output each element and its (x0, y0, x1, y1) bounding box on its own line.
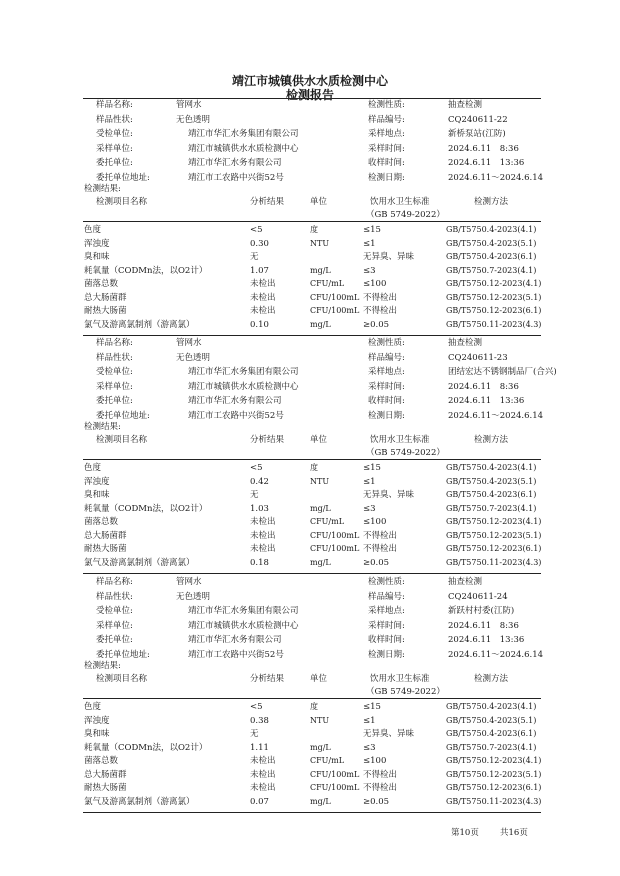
label-received-time: 收样时间: (368, 635, 405, 645)
sample-section (0, 577, 620, 817)
row-item: 色度 (84, 702, 102, 712)
row-item: 臭和味 (84, 729, 110, 739)
label-client: 委托单位: (96, 158, 133, 168)
label-client: 委托单位: (96, 635, 133, 645)
value-client-address: 靖江市工农路中兴街52号 (188, 649, 284, 660)
row-item: 耗氧量（CODMn法，以O2计） (84, 265, 208, 276)
label-client-address: 委托单位地址: (96, 649, 150, 660)
col-item-header: 检测项目名称 (96, 435, 148, 445)
value-received-time: 2024.6.11 13:36 (448, 396, 525, 406)
row-item: 耐热大肠菌 (84, 783, 127, 793)
row-standard: ≤15 (363, 702, 381, 712)
row-item: 菌落总数 (84, 279, 119, 289)
row-standard: ≤100 (363, 517, 387, 527)
label-sampling-unit: 采样单位: (96, 143, 133, 154)
row-item: 耐热大肠菌 (84, 544, 127, 554)
value-character: 无色透明 (176, 352, 211, 363)
row-result: 1.03 (250, 503, 269, 514)
col-std-header: 饮用水卫生标准 (370, 674, 430, 684)
value-received-time: 2024.6.11 13:36 (448, 635, 525, 645)
row-item: 耐热大肠菌 (84, 306, 127, 316)
row-result: 未检出 (250, 279, 276, 289)
divider (83, 335, 541, 336)
label-client-address: 委托单位地址: (96, 410, 150, 421)
col-result-header: 分析结果 (250, 197, 285, 207)
row-standard: 不得检出 (363, 306, 398, 316)
row-method: GB/T5750.4-2023(4.1) (446, 702, 537, 711)
row-result: 未检出 (250, 517, 276, 527)
row-unit: CFU/100mL (310, 530, 360, 540)
row-method: GB/T5750.4-2023(5.1) (446, 476, 537, 486)
value-sampling-unit: 靖江市城镇供水水质检测中心 (188, 143, 299, 154)
label-sampling-site: 采样地点: (368, 367, 405, 377)
row-standard: ≤100 (363, 279, 387, 289)
row-unit: 度 (310, 702, 318, 711)
label-sampling-time: 采样时间: (368, 381, 405, 392)
row-method: GB/T5750.4-2023(4.1) (446, 463, 537, 472)
row-method: GB/T5750.4-2023(5.1) (446, 238, 537, 248)
row-item: 浑浊度 (84, 715, 110, 726)
value-received-time: 2024.6.11 13:36 (448, 158, 525, 168)
row-method: GB/T5750.4-2023(4.1) (446, 225, 537, 234)
label-sample-no: 样品编号: (368, 352, 405, 363)
row-result: 未检出 (250, 292, 276, 303)
row-unit: mg/L (310, 742, 331, 752)
label-received-time: 收样时间: (368, 396, 405, 406)
row-standard: 无异臭、异味 (363, 490, 415, 500)
row-unit: CFU/mL (310, 517, 345, 526)
row-method: GB/T5750.12-2023(5.1) (446, 292, 542, 302)
sample-section (0, 338, 620, 578)
row-item: 氯气及游离氯制剂（游离氯） (84, 319, 195, 330)
label-sampling-unit: 采样单位: (96, 381, 133, 392)
col-unit-header: 单位 (310, 674, 328, 684)
col-result-header: 分析结果 (250, 435, 285, 445)
row-result: 0.38 (250, 715, 269, 726)
col-unit-header: 单位 (310, 197, 328, 207)
row-standard: ≤1 (363, 476, 376, 487)
value-test-nature: 抽查检测 (448, 577, 483, 587)
col-method-header: 检测方法 (474, 435, 509, 445)
label-test-date: 检测日期: (368, 649, 405, 660)
row-method: GB/T5750.7-2023(4.1) (446, 742, 537, 752)
label-client-address: 委托单位地址: (96, 172, 150, 183)
label-sample-name: 样品名称: (96, 100, 133, 110)
row-method: GB/T5750.7-2023(4.1) (446, 503, 537, 513)
row-method: GB/T5750.4-2023(5.1) (446, 715, 537, 725)
value-name: 管网水 (176, 577, 202, 587)
row-unit: mg/L (310, 796, 331, 806)
row-result: <5 (250, 702, 263, 712)
row-item: 浑浊度 (84, 238, 110, 249)
value-test-nature: 抽查检测 (448, 100, 483, 110)
row-unit: CFU/100mL (310, 783, 360, 792)
row-standard: ≤3 (363, 503, 376, 514)
label-commission-unit: 受检单位: (96, 606, 133, 616)
row-item: 菌落总数 (84, 517, 119, 527)
row-unit: mg/L (310, 557, 331, 567)
value-character: 无色透明 (176, 114, 211, 125)
row-standard: 不得检出 (363, 783, 398, 793)
row-standard: ≥0.05 (363, 796, 390, 807)
label-sample-char: 样品性状: (96, 591, 133, 602)
row-unit: mg/L (310, 265, 331, 275)
value-sampling-site: 新跃村村委(江防) (448, 606, 515, 616)
value-test-date: 2024.6.11～2024.6.14 (448, 410, 544, 421)
value-sampling-site: 新桥泵站(江防) (448, 129, 506, 139)
row-standard: ≥0.05 (363, 319, 390, 330)
row-unit: CFU/100mL (310, 544, 360, 553)
label-sample-char: 样品性状: (96, 114, 133, 125)
row-result: 0.07 (250, 796, 269, 807)
label-sample-no: 样品编号: (368, 591, 405, 602)
col-result-header: 分析结果 (250, 674, 285, 684)
value-test-date: 2024.6.11～2024.6.14 (448, 649, 544, 660)
row-method: GB/T5750.12-2023(5.1) (446, 769, 542, 779)
value-name: 管网水 (176, 338, 202, 348)
col-item-header: 检测项目名称 (96, 674, 148, 684)
value-sampling-time: 2024.6.11 8:36 (448, 381, 519, 392)
row-unit: CFU/mL (310, 279, 345, 288)
row-standard: 不得检出 (363, 544, 398, 554)
row-item: 总大肠菌群 (84, 769, 127, 780)
row-item: 浑浊度 (84, 476, 110, 487)
page-total: 共16页 (500, 828, 528, 838)
row-result: 未检出 (250, 544, 276, 554)
label-test-date: 检测日期: (368, 172, 405, 183)
row-result: 1.11 (250, 742, 269, 753)
report-title: 检测报告 (285, 88, 334, 102)
col-std-subheader: （GB 5749-2022） (366, 210, 445, 220)
col-std-header: 饮用水卫生标准 (370, 197, 430, 207)
row-standard: 不得检出 (363, 530, 398, 541)
value-character: 无色透明 (176, 591, 211, 602)
label-sampling-site: 采样地点: (368, 129, 405, 139)
row-result: <5 (250, 463, 263, 473)
page-number: 第10页 (451, 828, 479, 838)
col-item-header: 检测项目名称 (96, 197, 148, 207)
value-sampling-time: 2024.6.11 8:36 (448, 143, 519, 154)
row-unit: CFU/mL (310, 756, 345, 765)
row-item: 耗氧量（CODMn法，以O2计） (84, 503, 208, 514)
value-sample-no: CQ240611-24 (448, 591, 508, 602)
row-result: 未检出 (250, 769, 276, 780)
value-test-date: 2024.6.11～2024.6.14 (448, 172, 544, 183)
row-standard: ≤15 (363, 225, 381, 235)
label-sample-name: 样品名称: (96, 577, 133, 587)
value-commission-unit: 靖江市华汇水务集团有限公司 (188, 367, 299, 377)
row-result: 无 (250, 729, 259, 739)
row-standard: ≤3 (363, 265, 376, 276)
label-sampling-time: 采样时间: (368, 620, 405, 631)
label-test-nature: 检测性质: (368, 338, 405, 348)
row-method: GB/T5750.11-2023(4.3) (446, 319, 542, 329)
row-method: GB/T5750.11-2023(4.3) (446, 557, 542, 567)
row-result: 0.18 (250, 557, 269, 568)
row-unit: 度 (310, 463, 318, 472)
row-unit: NTU (310, 476, 330, 486)
row-item: 菌落总数 (84, 756, 119, 766)
row-method: GB/T5750.12-2023(4.1) (446, 756, 542, 765)
row-unit: mg/L (310, 503, 331, 513)
row-unit: mg/L (310, 319, 331, 329)
row-standard: ≤15 (363, 463, 381, 473)
col-method-header: 检测方法 (474, 197, 509, 207)
results-heading: 检测结果: (84, 184, 121, 194)
row-method: GB/T5750.4-2023(6.1) (446, 729, 537, 738)
top-rule (83, 98, 541, 99)
row-standard: 不得检出 (363, 292, 398, 303)
label-received-time: 收样时间: (368, 158, 405, 168)
row-method: GB/T5750.12-2023(5.1) (446, 530, 542, 540)
row-result: 未检出 (250, 306, 276, 316)
row-result: 1.07 (250, 265, 269, 276)
row-method: GB/T5750.4-2023(6.1) (446, 252, 537, 261)
row-result: 无 (250, 252, 259, 262)
row-standard: 不得检出 (363, 769, 398, 780)
divider (83, 221, 541, 222)
results-heading: 检测结果: (84, 422, 121, 432)
row-item: 色度 (84, 225, 102, 235)
row-item: 臭和味 (84, 252, 110, 262)
row-standard: ≤1 (363, 715, 376, 726)
row-standard: 无异臭、异味 (363, 252, 415, 262)
row-method: GB/T5750.11-2023(4.3) (446, 796, 542, 806)
row-method: GB/T5750.4-2023(6.1) (446, 490, 537, 499)
col-std-subheader: （GB 5749-2022） (366, 687, 445, 697)
value-sampling-unit: 靖江市城镇供水水质检测中心 (188, 381, 299, 392)
row-item: 臭和味 (84, 490, 110, 500)
divider (83, 459, 541, 460)
row-result: 未检出 (250, 530, 276, 541)
row-standard: 无异臭、异味 (363, 729, 415, 739)
label-sample-no: 样品编号: (368, 114, 405, 125)
row-method: GB/T5750.12-2023(6.1) (446, 783, 542, 792)
value-test-nature: 抽查检测 (448, 338, 483, 348)
row-method: GB/T5750.12-2023(6.1) (446, 544, 542, 553)
value-client: 靖江市华汇水务有限公司 (188, 396, 282, 406)
row-item: 色度 (84, 463, 102, 473)
value-client-address: 靖江市工农路中兴街52号 (188, 172, 284, 183)
row-unit: NTU (310, 715, 330, 725)
row-item: 氯气及游离氯制剂（游离氯） (84, 796, 195, 807)
row-result: 未检出 (250, 783, 276, 793)
sample-section (0, 100, 620, 340)
row-method: GB/T5750.12-2023(6.1) (446, 306, 542, 315)
label-sample-name: 样品名称: (96, 338, 133, 348)
col-method-header: 检测方法 (474, 674, 509, 684)
row-unit: CFU/100mL (310, 292, 360, 302)
value-commission-unit: 靖江市华汇水务集团有限公司 (188, 129, 299, 139)
value-sampling-site: 团结宏达不锈钢制品厂(合兴) (448, 367, 557, 377)
row-item: 耗氧量（CODMn法，以O2计） (84, 742, 208, 753)
col-unit-header: 单位 (310, 435, 328, 445)
value-client: 靖江市华汇水务有限公司 (188, 158, 282, 168)
row-unit: 度 (310, 225, 318, 234)
row-item: 氯气及游离氯制剂（游离氯） (84, 557, 195, 568)
row-result: 0.42 (250, 476, 269, 487)
label-sampling-time: 采样时间: (368, 143, 405, 154)
value-sample-no: CQ240611-22 (448, 114, 508, 125)
results-heading: 检测结果: (84, 661, 121, 671)
value-name: 管网水 (176, 100, 202, 110)
divider (83, 698, 541, 699)
row-method: GB/T5750.12-2023(4.1) (446, 517, 542, 526)
value-commission-unit: 靖江市华汇水务集团有限公司 (188, 606, 299, 616)
row-unit: CFU/100mL (310, 769, 360, 779)
col-std-header: 饮用水卫生标准 (370, 435, 430, 445)
label-sample-char: 样品性状: (96, 352, 133, 363)
label-sampling-unit: 采样单位: (96, 620, 133, 631)
row-result: 0.10 (250, 319, 269, 330)
row-item: 总大肠菌群 (84, 530, 127, 541)
divider (83, 812, 541, 813)
label-sampling-site: 采样地点: (368, 606, 405, 616)
label-test-nature: 检测性质: (368, 577, 405, 587)
row-standard: ≥0.05 (363, 557, 390, 568)
label-client: 委托单位: (96, 396, 133, 406)
row-unit: NTU (310, 238, 330, 248)
label-commission-unit: 受检单位: (96, 129, 133, 139)
col-std-subheader: （GB 5749-2022） (366, 448, 445, 458)
row-standard: ≤3 (363, 742, 376, 753)
row-method: GB/T5750.7-2023(4.1) (446, 265, 537, 275)
value-client: 靖江市华汇水务有限公司 (188, 635, 282, 645)
value-client-address: 靖江市工农路中兴街52号 (188, 410, 284, 421)
value-sample-no: CQ240611-23 (448, 352, 508, 363)
row-method: GB/T5750.12-2023(4.1) (446, 279, 542, 288)
value-sampling-unit: 靖江市城镇供水水质检测中心 (188, 620, 299, 631)
row-result: 0.30 (250, 238, 269, 249)
report-org-title: 靖江市城镇供水水质检测中心 (231, 74, 388, 88)
divider (83, 573, 541, 574)
label-test-date: 检测日期: (368, 410, 405, 421)
row-result: <5 (250, 225, 263, 235)
row-result: 未检出 (250, 756, 276, 766)
row-result: 无 (250, 490, 259, 500)
label-test-nature: 检测性质: (368, 100, 405, 110)
value-sampling-time: 2024.6.11 8:36 (448, 620, 519, 631)
row-standard: ≤1 (363, 238, 376, 249)
row-unit: CFU/100mL (310, 306, 360, 315)
row-item: 总大肠菌群 (84, 292, 127, 303)
label-commission-unit: 受检单位: (96, 367, 133, 377)
row-standard: ≤100 (363, 756, 387, 766)
